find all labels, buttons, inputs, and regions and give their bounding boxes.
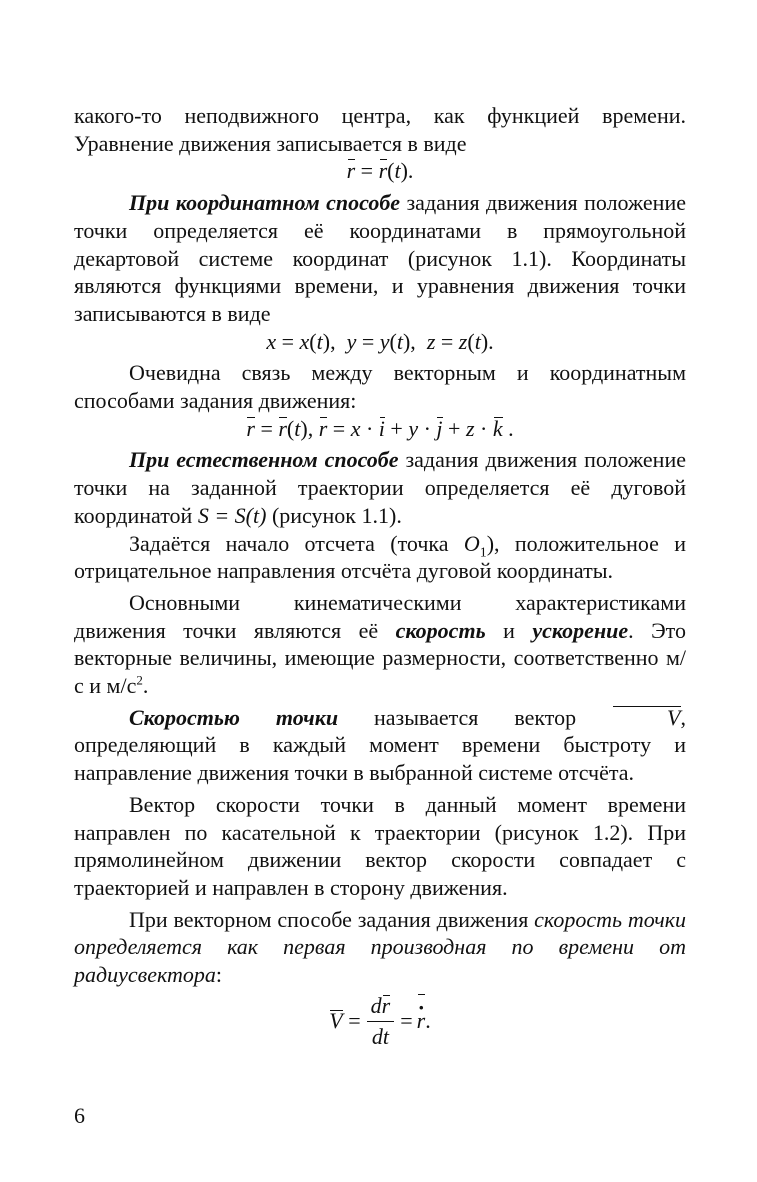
paragraph-origin	[74, 530, 686, 585]
term-natural-method: При естественном способе	[129, 447, 399, 473]
point-o: O	[463, 530, 480, 556]
page-content	[74, 102, 686, 1050]
formula-coordinates: x = x(t), y = y(t), z = z(t).	[266, 328, 494, 354]
paragraph-natural-text-b: (рисунок 1.1).	[266, 502, 402, 528]
formula-relation: r = r(t), r = x · i + y · j + z · k .	[246, 415, 514, 441]
vector-v: V	[612, 704, 680, 732]
paragraph-characteristics-text-b: . Это векторные величины, имеющие размерности, соответственно м/с и м/с	[74, 617, 686, 699]
paragraph-natural-text-a: задания движения положение точки на заданной траектории определяется её дуговой координатой	[74, 447, 686, 528]
paragraph-velocity-text-b: , определяющий в каждый момент времени быстроту и направление движения точки в выбранной системе отсчёта.	[74, 704, 686, 786]
paragraph-velocity-direction: Вектор скорости точки в данный момент времени направлен по касательной к траектории (рисунок 1.2). При прямолинейном движении вектор скорости совпадает с траекторией и направлен в сторону движения.	[74, 791, 686, 900]
point-o-subscript: 1	[479, 544, 487, 560]
units-superscript: 2	[136, 672, 143, 688]
paragraph-derivative-text-b: :	[215, 962, 222, 988]
paragraph-natural-method	[74, 446, 686, 529]
paragraph-derivative	[74, 906, 686, 989]
paragraph-characteristics-and: и	[485, 617, 533, 643]
derivative-definition: скорость точки определяется как первая производная по времени от радиусвектора	[74, 906, 686, 988]
paragraph-coordinate-text: задания движения положение точки определяется её координатами в прямоугольной декартовой системе координат (рисунок 1.1). Координаты являются функциями времени, и уравнения движения точки записываются в виде	[74, 190, 686, 326]
term-velocity: скорость	[395, 617, 486, 643]
paragraph-characteristics-text-a: Основными кинематическими характеристиками движения точки являются её	[74, 589, 686, 643]
paragraph-velocity-text-a: называется вектор	[338, 704, 613, 730]
term-acceleration: ускорение	[532, 617, 629, 643]
page-number: 6	[74, 1103, 85, 1128]
term-coordinate-method: При координатном способе	[129, 190, 401, 216]
formula-velocity: V = $\frac{dr}{dt}$ = · r .	[74, 993, 686, 1050]
formula-vector-motion: r = r(t).	[346, 158, 414, 184]
paragraph-origin-text-a: Задаётся начало отсчета (точка	[129, 530, 464, 556]
paragraph-1: какого-то неподвижного центра, как функцией времени. Уравнение движения записывается в виде	[74, 103, 686, 156]
paragraph-characteristics-end: .	[142, 673, 149, 699]
paragraph-relation: Очевидна связь между векторным и координатным способами задания движения:	[74, 360, 686, 414]
paragraph-velocity-definition	[74, 704, 686, 787]
term-point-velocity: Скоростью точки	[129, 704, 339, 730]
paragraph-coordinate-method	[74, 189, 686, 328]
arc-coordinate: S = S(t)	[197, 502, 267, 528]
derivative-fraction: $\frac{dr}{dt}$	[367, 993, 395, 1050]
paragraph-characteristics	[74, 589, 686, 700]
paragraph-origin-text-b: ), положительное и отрицательное направления отсчёта дуговой координаты.	[74, 530, 686, 584]
paragraph-derivative-text-a: При векторном способе задания движения	[129, 906, 535, 932]
